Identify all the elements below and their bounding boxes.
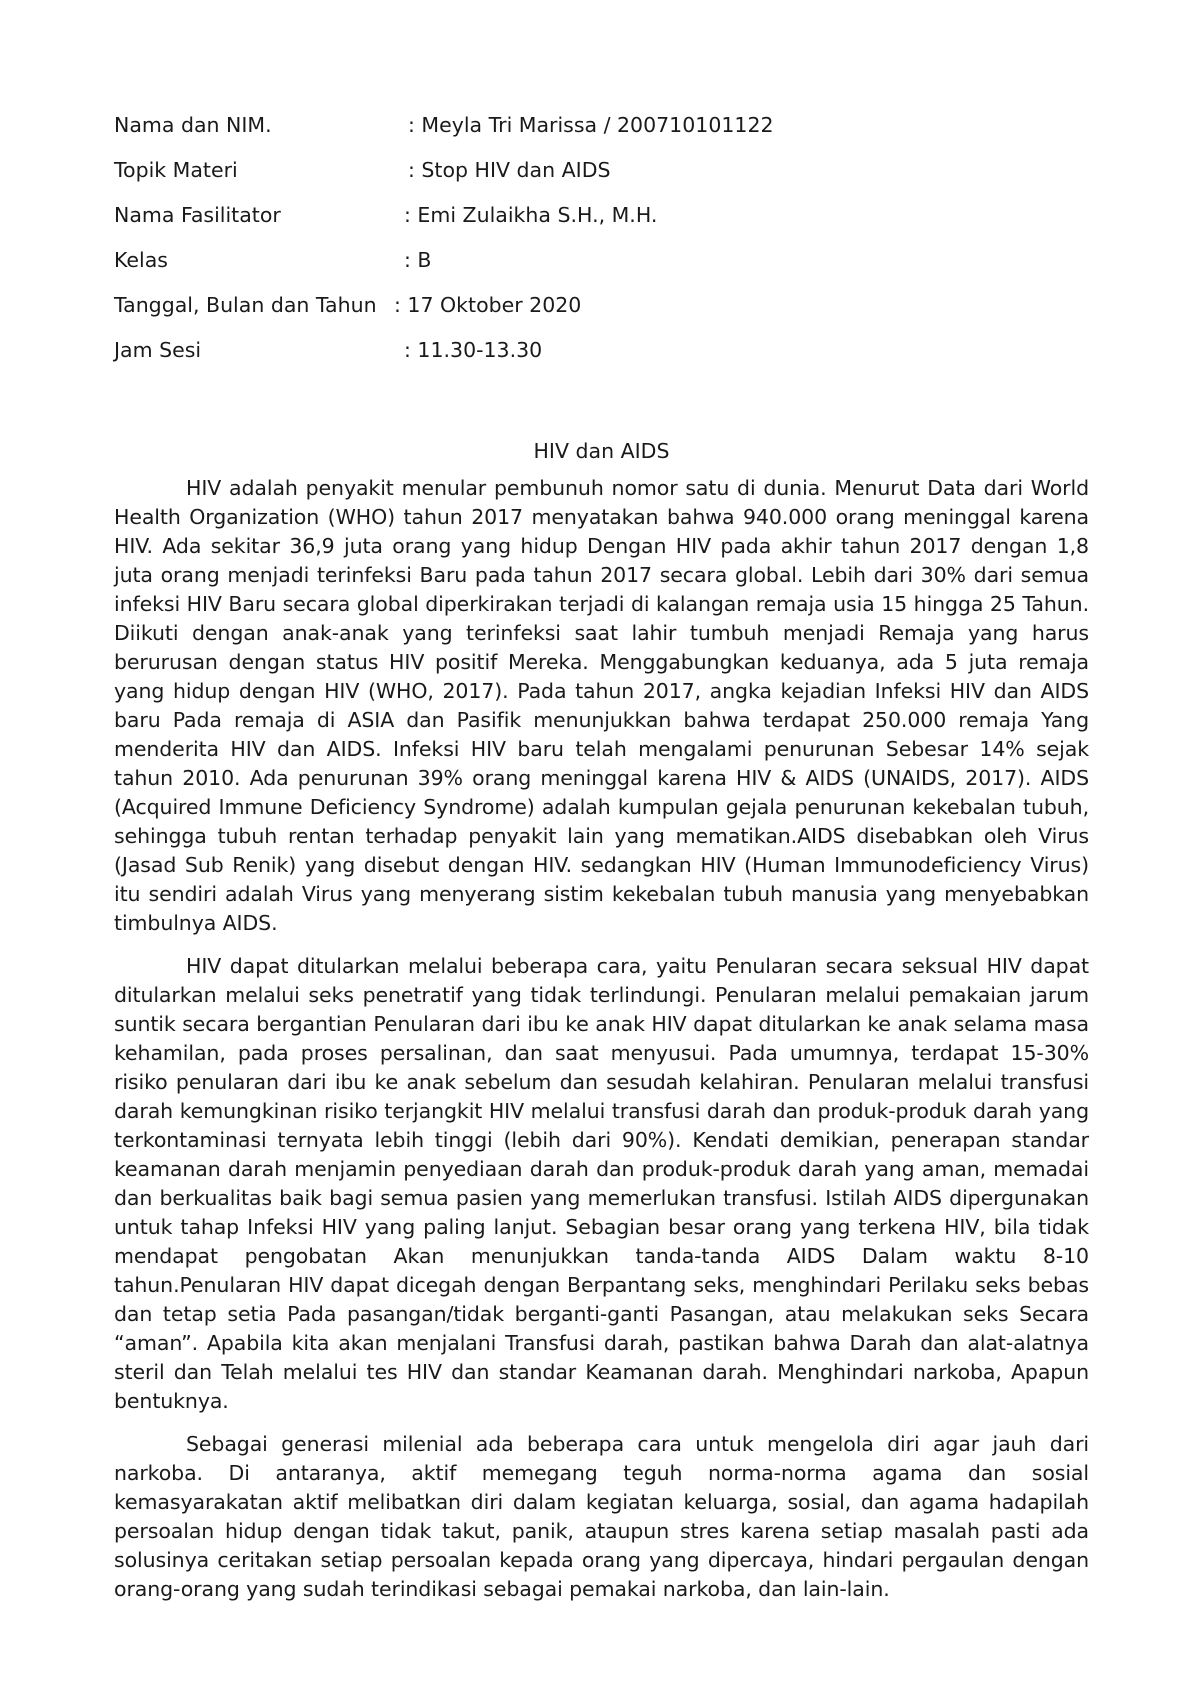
- info-label: Jam Sesi: [114, 338, 202, 362]
- info-label: Nama Fasilitator: [114, 203, 281, 227]
- info-row-session-time: [114, 337, 1089, 382]
- body-paragraph: Sebagai generasi milenial ada beberapa cara untuk mengelola diri agar jauh dari narkoba. Di antaranya, aktif memegang teguh norma-norma agama dan sosial kemasyarakatan aktif melibatkan diri dalam kegiatan keluarga, sosial, dan agama hadapilah persoalan hidup dengan tidak takut, panik, ataupun stres karena setiap masalah pasti ada solusinya ceritakan setiap persoalan kepada orang yang dipercaya, hindari pergaulan dengan orang-orang yang sudah terindikasi sebagai pemakai narkoba, dan lain-lain.: [114, 1432, 1089, 1601]
- info-value: : Stop HIV dan AIDS: [408, 158, 611, 182]
- identity-info-table: [114, 112, 1089, 382]
- info-value: : Meyla Tri Marissa / 200710101122: [408, 113, 774, 137]
- info-label: Topik Materi: [114, 158, 238, 182]
- info-value: : B: [404, 248, 432, 272]
- info-label: Tanggal, Bulan dan Tahun: [114, 293, 377, 317]
- document-page: [114, 112, 1089, 1618]
- info-label: Nama dan NIM.: [114, 113, 272, 137]
- info-value: : Emi Zulaikha S.H., M.H.: [404, 203, 658, 227]
- info-row-name-nim: [114, 112, 1089, 157]
- body-paragraph: HIV dapat ditularkan melalui beberapa cara, yaitu Penularan secara seksual HIV dapat ditularkan melalui seks penetratif yang tidak terlindungi. Penularan melalui pemakaian jarum suntik secara bergantian Penularan dari ibu ke anak HIV dapat ditularkan ke anak selama masa kehamilan, pada proses persalinan, dan saat menyusui. Pada umumnya, terdapat 15-30% risiko penularan dari ibu ke anak sebelum dan sesudah kelahiran. Penularan melalui transfusi darah kemungkinan risiko terjangkit HIV melalui transfusi darah dan produk-produk darah yang terkontaminasi ternyata lebih tinggi (lebih dari 90%). Kendati demikian, penerapan standar keamanan darah menjamin penyediaan darah dan produk-produk darah yang aman, memadai dan berkualitas baik bagi semua pasien yang memerlukan transfusi. Istilah AIDS dipergunakan untuk tahap Infeksi HIV yang paling lanjut. Sebagian besar orang yang terkena HIV, bila tidak mendapat pengobatan Akan menunjukkan tanda-tanda AIDS Dalam waktu 8-10 tahun.Penularan HIV dapat dicegah dengan Berpantang seks, menghindari Perilaku seks bebas dan tetap setia Pada pasangan/tidak berganti-ganti Pasangan, atau melakukan seks Secara “aman”. Apabila kita akan menjalani Transfusi darah, pastikan bahwa Darah dan alat-alatnya steril dan Telah melalui tes HIV dan standar Keamanan darah. Menghindari narkoba, Apapun bentuknya.: [114, 954, 1089, 1413]
- info-value: : 11.30-13.30: [404, 338, 543, 362]
- info-row-date: [114, 292, 1089, 337]
- info-row-facilitator: [114, 202, 1089, 247]
- body-paragraph: HIV adalah penyakit menular pembunuh nomor satu di dunia. Menurut Data dari World Health Organization (WHO) tahun 2017 menyatakan bahwa 940.000 orang meninggal karena HIV. Ada sekitar 36,9 juta orang yang hidup Dengan HIV pada akhir tahun 2017 dengan 1,8 juta orang menjadi terinfeksi Baru pada tahun 2017 secara global. Lebih dari 30% dari semua infeksi HIV Baru secara global diperkirakan terjadi di kalangan remaja usia 15 hingga 25 Tahun. Diikuti dengan anak-anak yang terinfeksi saat lahir tumbuh menjadi Remaja yang harus berurusan dengan status HIV positif Mereka. Menggabungkan keduanya, ada 5 juta remaja yang hidup dengan HIV (WHO, 2017). Pada tahun 2017, angka kejadian Infeksi HIV dan AIDS baru Pada remaja di ASIA dan Pasifik menunjukkan bahwa terdapat 250.000 remaja Yang menderita HIV dan AIDS. Infeksi HIV baru telah mengalami penurunan Sebesar 14% sejak tahun 2010. Ada penurunan 39% orang meninggal karena HIV & AIDS (UNAIDS, 2017). AIDS (Acquired Immune Deficiency Syndrome) adalah kumpulan gejala penurunan kekebalan tubuh, sehingga tubuh rentan terhadap penyakit lain yang mematikan.AIDS disebabkan oleh Virus (Jasad Sub Renik) yang disebut dengan HIV. sedangkan HIV (Human Immunodeficiency Virus) itu sendiri adalah Virus yang menyerang sistim kekebalan tubuh manusia yang menyebabkan timbulnya AIDS.: [114, 476, 1089, 935]
- info-row-class: [114, 247, 1089, 292]
- info-row-topic: [114, 157, 1089, 202]
- info-label: Kelas: [114, 248, 168, 272]
- document-title: HIV dan AIDS: [533, 439, 670, 463]
- info-value: : 17 Oktober 2020: [394, 293, 582, 317]
